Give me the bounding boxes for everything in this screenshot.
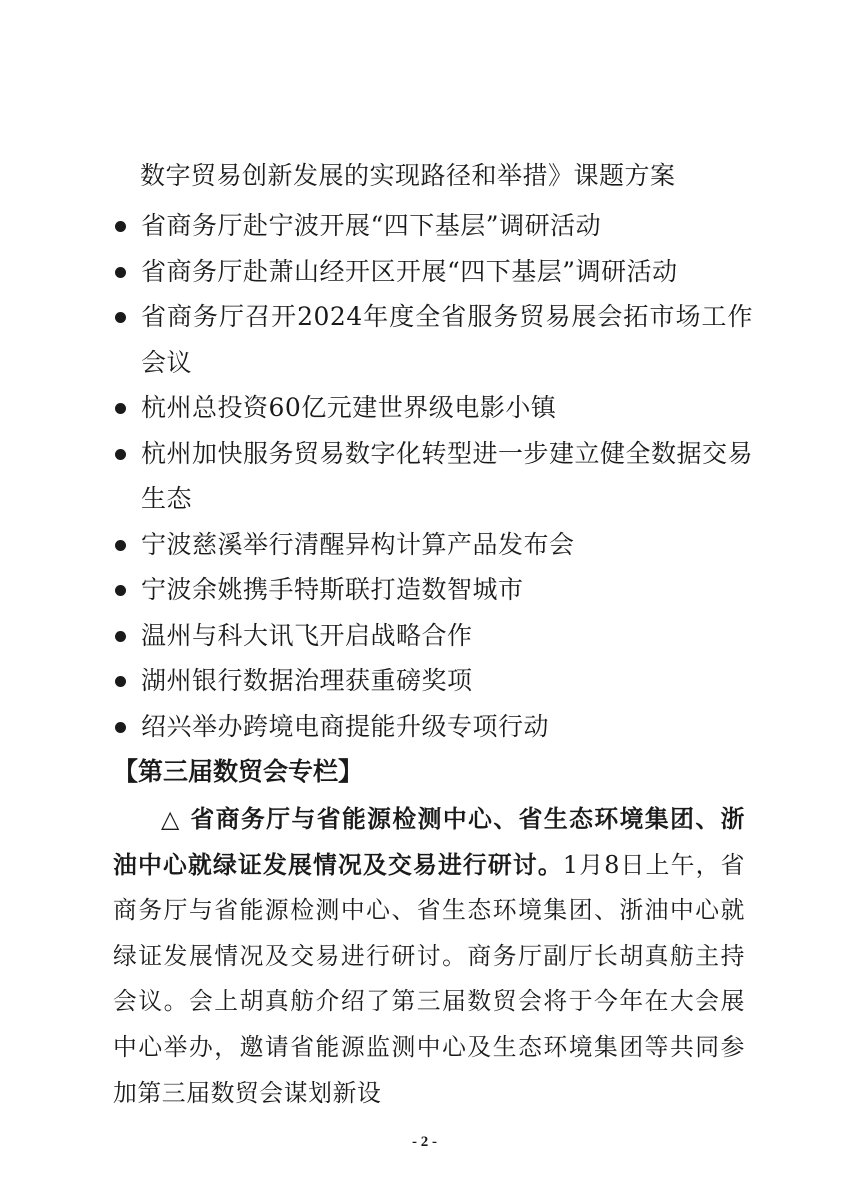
page-number: - 2 - — [412, 1134, 437, 1150]
list-item: 宁波余姚携手特斯联打造数智城市 — [113, 567, 753, 613]
list-item: 杭州总投资60亿元建世界级电影小镇 — [113, 385, 753, 431]
list-item: 杭州加快服务贸易数字化转型进一步建立健全数据交易生态 — [113, 431, 753, 522]
bullet-dot-icon — [115, 221, 126, 232]
bullet-dot-icon — [115, 540, 126, 551]
bullet-dot-icon — [115, 449, 126, 460]
list-item: 省商务厅赴萧山经开区开展“四下基层”调研活动 — [113, 249, 753, 295]
bullet-dot-icon — [115, 312, 126, 323]
bullet-dot-icon — [115, 631, 126, 642]
continued-bullet-line: 数字贸易创新发展的实现路径和举措》课题方案 — [140, 161, 676, 190]
bullet-dot-icon — [115, 722, 126, 733]
list-item: 温州与科大讯飞开启战略合作 — [113, 613, 753, 659]
list-item: 宁波慈溪举行清醒异构计算产品发布会 — [113, 522, 753, 568]
section-heading: 【第三届数贸会专栏】 — [113, 757, 364, 786]
bullet-dot-icon — [115, 676, 126, 687]
list-item: 省商务厅赴宁波开展“四下基层”调研活动 — [113, 203, 753, 249]
bullet-dot-icon — [115, 267, 126, 278]
section-paragraph — [113, 797, 745, 1116]
list-item: 省商务厅召开2024年度全省服务贸易展会拓市场工作会议 — [113, 294, 753, 385]
bullet-dot-icon — [115, 403, 126, 414]
bullet-dot-icon — [115, 585, 126, 596]
list-item: 湖州银行数据治理获重磅奖项 — [113, 658, 753, 704]
paragraph-lead: △ 省商务厅与省能源检测中心、省生态环境集团、浙油中心就绿证发展情况及交易进行研讨。 — [113, 805, 745, 879]
paragraph-body: 1月8日上午，省商务厅与省能源检测中心、省生态环境集团、浙油中心就绿证发展情况及交易进行研讨。商务厅副厅长胡真舫主持会议。会上胡真舫介绍了第三届数贸会将于今年在大会展中心举办，邀请省能源监测中心及生态环境集团等共同参加第三届数贸会谋划新设 — [113, 850, 745, 1107]
news-bullet-list — [113, 203, 753, 749]
list-item: 绍兴举办跨境电商提能升级专项行动 — [113, 704, 753, 750]
